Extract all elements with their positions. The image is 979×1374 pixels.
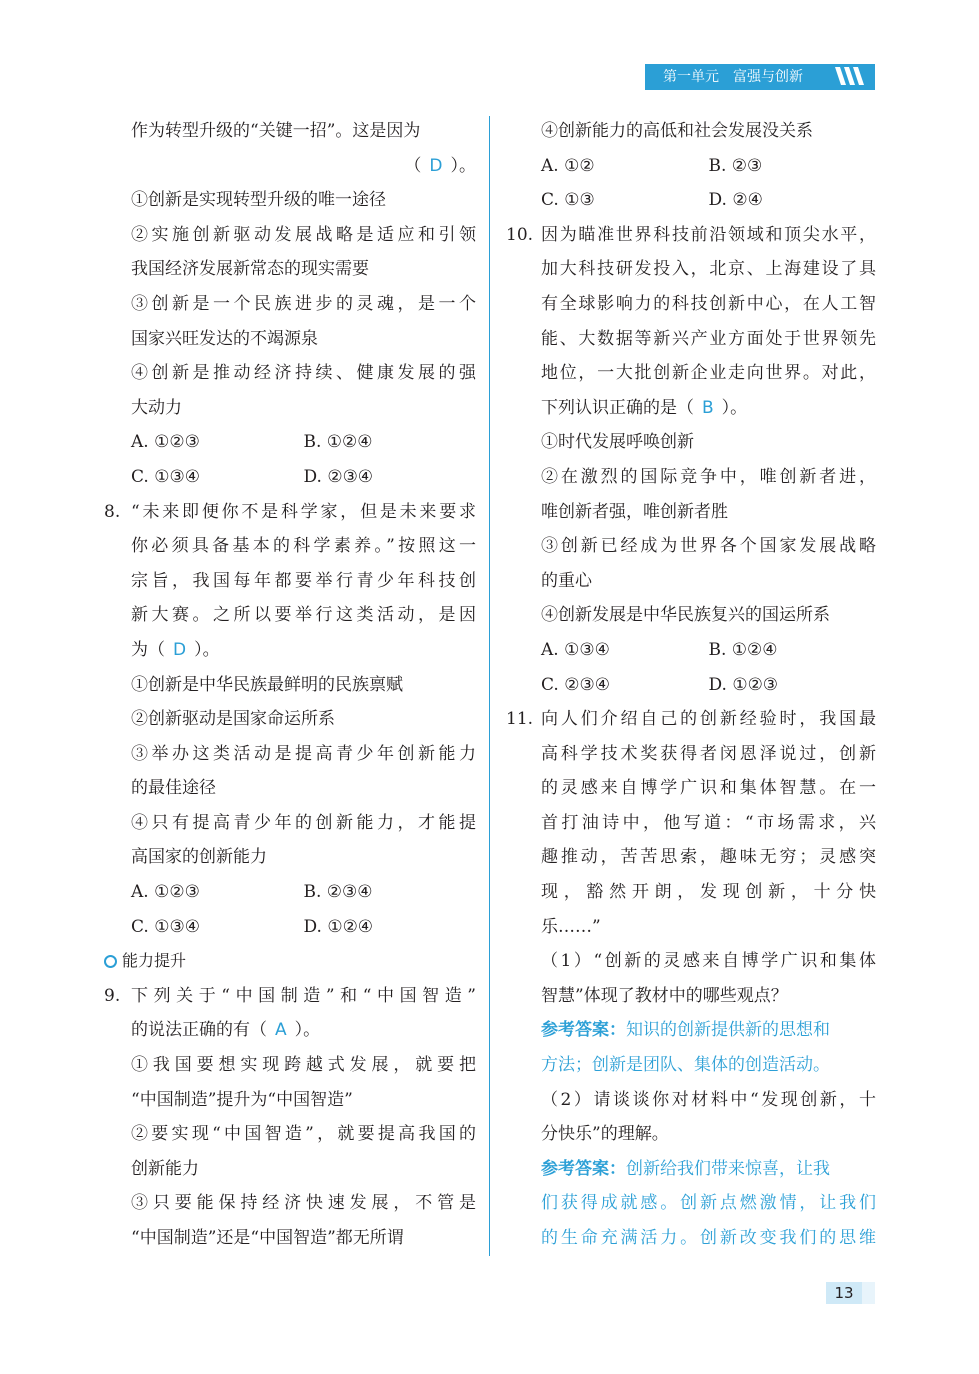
q8-options-row bbox=[104, 875, 476, 910]
q9-text: 下列关于“中国制造”和“中国智造” bbox=[131, 985, 476, 1006]
blank-close: ）。 bbox=[294, 1020, 321, 1041]
q11-text: 现，豁然开朗，发现创新，十分快 bbox=[541, 882, 876, 903]
q8-answer-line bbox=[104, 633, 476, 668]
q11-text: 的灵感来自博学广识和集体智慧。在一 bbox=[541, 778, 876, 799]
blank-close: ）。 bbox=[450, 155, 476, 176]
q8-first-line bbox=[104, 495, 476, 530]
q7-options-row bbox=[104, 460, 476, 495]
q7-item: 大动力 bbox=[131, 397, 182, 418]
q10-item: 唯创新者强，唯创新者胜 bbox=[541, 501, 728, 522]
right-column bbox=[506, 114, 876, 1256]
option: B. ①②④ bbox=[303, 432, 373, 453]
q10-text: 有全球影响力的科技创新中心，在人工智 bbox=[541, 293, 876, 314]
q9-options-row bbox=[506, 183, 876, 218]
ref-answer-label: 参考答案： bbox=[541, 1158, 626, 1179]
ref-answer-label: 参考答案： bbox=[541, 1020, 626, 1041]
q9-item: ③只要能保持经济快速发展，不管是 bbox=[131, 1193, 476, 1214]
q9-item: “中国制造”提升为“中国智造” bbox=[131, 1089, 353, 1110]
q9-text: 的说法正确的有（ bbox=[131, 1020, 267, 1041]
q9-item: ④创新能力的高低和社会发展没关系 bbox=[541, 121, 813, 141]
q7-item: ③创新是一个民族进步的灵魂，是一个 bbox=[131, 293, 476, 314]
q9-item: “中国制造”还是“中国智造”都无所谓 bbox=[131, 1228, 404, 1248]
q8-item: ②创新驱动是国家命运所系 bbox=[131, 709, 335, 730]
q7-options-row bbox=[104, 425, 476, 460]
column-divider bbox=[489, 116, 490, 1256]
q8-number: 8. bbox=[104, 501, 121, 522]
q10-item: ②在激烈的国际竞争中，唯创新者进， bbox=[541, 466, 876, 487]
q10-text: 能、大数据等新兴产业方面处于世界领先 bbox=[541, 328, 876, 349]
q10-options-row bbox=[506, 633, 876, 668]
ref-answer-text: 们获得成就感。创新点燃激情，让我们 bbox=[541, 1193, 876, 1214]
q11-text: 高科学技术奖获得者闵恩泽说过，创新 bbox=[541, 743, 876, 764]
q7-continuation: 作为转型升级的“关键一招”。这是因为 bbox=[131, 121, 421, 141]
q8-item: 的最佳途径 bbox=[131, 778, 216, 799]
circle-icon bbox=[104, 955, 117, 968]
q11-text: 乐……” bbox=[541, 916, 601, 937]
q8-answer: D bbox=[173, 639, 187, 660]
q10-number: 10. bbox=[506, 224, 534, 245]
q8-item: ③举办这类活动是提高青少年创新能力 bbox=[131, 743, 476, 764]
q10-text: 因为瞄准世界科技前沿领域和顶尖水平， bbox=[541, 224, 876, 245]
q9-number: 9. bbox=[104, 985, 121, 1006]
blank-close: ）。 bbox=[194, 639, 220, 660]
q10-text: 加大科技研发投入，北京、上海建设了具 bbox=[541, 259, 876, 280]
q7-answer-line bbox=[104, 149, 476, 184]
header-underline bbox=[645, 88, 875, 90]
q11-sub-question: （1）“创新的灵感来自博学广识和集体 bbox=[541, 951, 876, 972]
q7-item: ②实施创新驱动发展战略是适应和引领 bbox=[131, 224, 476, 245]
q10-item: ①时代发展呼唤创新 bbox=[541, 432, 694, 453]
q7-item: ④创新是推动经济持续、健康发展的强 bbox=[131, 363, 476, 384]
q8-text: 新大赛。之所以要举行这类活动，是因 bbox=[131, 605, 476, 626]
option: C. ②③④ bbox=[541, 674, 610, 695]
q11-answer-line bbox=[506, 1013, 876, 1048]
q9-item: ①我国要想实现跨越式发展，就要把 bbox=[131, 1055, 476, 1076]
page-number-tab bbox=[862, 1282, 875, 1304]
option: A. ①② bbox=[541, 155, 595, 176]
option: C. ①③④ bbox=[131, 916, 200, 937]
option: B. ②③ bbox=[708, 155, 763, 176]
q10-first-line bbox=[506, 218, 876, 253]
unit-title: 富强与创新 bbox=[733, 69, 803, 85]
q8-text: 宗旨，我国每年都要举行青少年科技创 bbox=[131, 570, 476, 591]
option: C. ①③④ bbox=[131, 466, 200, 487]
q10-answer-line bbox=[506, 391, 876, 426]
option: D. ①②④ bbox=[303, 916, 374, 937]
ref-answer-text: 的生命充满活力。创新改变我们的思维 bbox=[541, 1228, 876, 1248]
q10-item: ③创新已经成为世界各个国家发展战略 bbox=[541, 536, 876, 557]
q11-text: 首打油诗中，他写道：“市场需求，兴 bbox=[541, 812, 876, 833]
q11-text: 趣推动，苦苦思索，趣味无穷；灵感突 bbox=[541, 847, 876, 868]
blank-close: ）。 bbox=[721, 397, 748, 418]
section-heading bbox=[104, 944, 476, 979]
q7-answer: D bbox=[429, 155, 443, 176]
q9-first-line bbox=[104, 979, 476, 1014]
blank-open: （ bbox=[404, 155, 422, 176]
q7-item: 我国经济发展新常态的现实需要 bbox=[131, 259, 369, 280]
section-title: 能力提升 bbox=[122, 951, 187, 971]
option: B. ①②④ bbox=[708, 639, 778, 660]
q11-first-line bbox=[506, 702, 876, 737]
stripes-icon bbox=[835, 67, 869, 85]
q10-text: 地位，一大批创新企业走向世界。对此， bbox=[541, 363, 876, 384]
q11-sub-question: 分快乐”的理解。 bbox=[541, 1124, 669, 1145]
option: D. ①②③ bbox=[708, 674, 779, 695]
option: D. ②③④ bbox=[303, 466, 374, 487]
page-number: 13 bbox=[826, 1282, 862, 1304]
q10-answer: B bbox=[702, 397, 714, 418]
q11-text: 向人们介绍自己的创新经验时，我国最 bbox=[541, 709, 876, 730]
left-column bbox=[104, 114, 476, 1256]
q8-item: ①创新是中华民族最鲜明的民族禀赋 bbox=[131, 674, 403, 695]
q11-sub-question: 智慧”体现了教材中的哪些观点？ bbox=[541, 985, 788, 1006]
q10-tail: 下列认识正确的是（ bbox=[541, 397, 694, 418]
q8-text: “未来即便你不是科学家，但是未来要求 bbox=[131, 501, 476, 522]
q8-tail: 为（ bbox=[131, 639, 165, 660]
option: B. ②③④ bbox=[303, 882, 373, 903]
q7-item: ①创新是实现转型升级的唯一途径 bbox=[131, 190, 386, 211]
q8-item: ④只有提高青少年的创新能力，才能提 bbox=[131, 812, 476, 833]
option: D. ②④ bbox=[708, 190, 763, 211]
option: C. ①③ bbox=[541, 190, 595, 211]
ref-answer-text: 方法；创新是团队、集体的创造活动。 bbox=[541, 1055, 830, 1076]
q8-text: 你必须具备基本的科学素养。”按照这一 bbox=[131, 536, 476, 557]
q8-options-row bbox=[104, 910, 476, 945]
q10-item: ④创新发展是中华民族复兴的国运所系 bbox=[541, 605, 830, 626]
q10-item: 的重心 bbox=[541, 570, 592, 591]
q9-answer-line bbox=[104, 1013, 476, 1048]
option: A. ①②③ bbox=[131, 882, 200, 903]
q9-options-row bbox=[506, 149, 876, 184]
option: A. ①③④ bbox=[541, 639, 610, 660]
q10-options-row bbox=[506, 668, 876, 703]
q8-item: 高国家的创新能力 bbox=[131, 847, 267, 868]
q11-answer-line bbox=[506, 1152, 876, 1187]
option: A. ①②③ bbox=[131, 432, 200, 453]
q9-answer: A bbox=[275, 1020, 287, 1041]
q7-item: 国家兴旺发达的不竭源泉 bbox=[131, 328, 318, 349]
q11-sub-question: （2）请谈谈你对材料中“发现创新，十 bbox=[541, 1089, 876, 1110]
unit-label: 第一单元 bbox=[663, 69, 719, 85]
q9-item: 创新能力 bbox=[131, 1158, 199, 1179]
ref-answer-text: 创新给我们带来惊喜，让我 bbox=[626, 1158, 830, 1179]
ref-answer-text: 知识的创新提供新的思想和 bbox=[626, 1020, 830, 1041]
q9-item: ②要实现“中国智造”，就要提高我国的 bbox=[131, 1124, 476, 1145]
q11-number: 11. bbox=[506, 709, 534, 730]
unit-header bbox=[645, 64, 875, 88]
